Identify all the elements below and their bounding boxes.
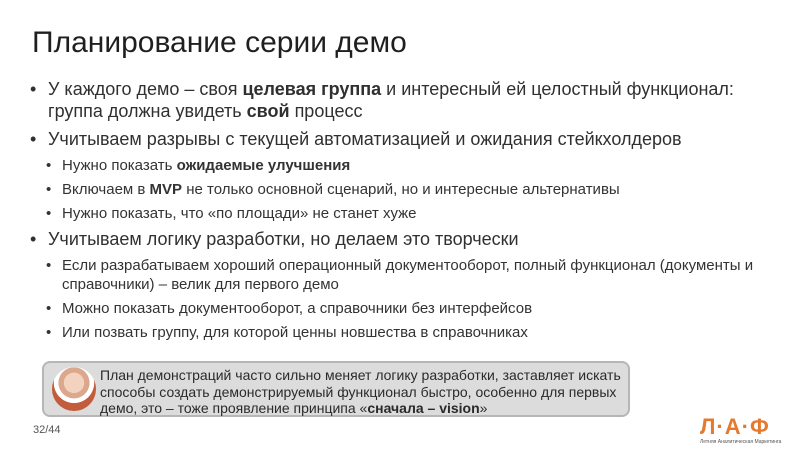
slide-title: Планирование серии демо [32, 26, 407, 59]
bullet-dot-icon: • [30, 129, 37, 149]
bullet-dev-logic: • Учитываем логику разработки, но делаем это творчески [30, 229, 519, 249]
sub-bullet-no-ui: • Можно показать документооборот, а справочники без интерфейсов [46, 300, 533, 317]
page-number: 32/44 [33, 424, 61, 436]
bullet-dot-icon: • [30, 229, 37, 249]
laf-logo [700, 415, 784, 445]
sub-bullet-mvp: • Включаем в MVP не только основной сценарий, но и интересные альтернативы [46, 181, 620, 198]
logo-mark: Л·А·Ф [700, 414, 770, 439]
logo-subtitle: Летняя Аналитическая Маркетинга [700, 439, 782, 445]
sub-bullet-improvements: • Нужно показать ожидаемые улучшения [46, 157, 351, 174]
bullet-target-group: • У каждого демо – своя целевая группа и интересный ей целостный функционал: группа должна увидеть свой процесс [30, 79, 734, 121]
sub-bullet-docflow: • Если разрабатываем хороший операционный документооборот, полный функционал (документы и справочники) – велик для первого демо [46, 257, 754, 293]
bullet-list [28, 78, 778, 347]
bullet-dot-icon: • [46, 205, 52, 222]
sub-bullet-area: • Нужно показать, что «по площади» не станет хуже [46, 205, 417, 222]
bullet-gaps: • Учитываем разрывы с текущей автоматизацией и ожидания стейкхолдеров [30, 129, 682, 149]
bullet-dot-icon: • [46, 300, 52, 317]
bullet-dot-icon: • [46, 324, 52, 341]
sub-bullet-group: • Или позвать группу, для которой ценны новшества в справочниках [46, 324, 528, 341]
bullet-dot-icon: • [46, 181, 52, 198]
avatar [52, 367, 96, 411]
bullet-dot-icon: • [30, 79, 37, 99]
bullet-dot-icon: • [46, 157, 52, 174]
bullet-dot-icon: • [46, 257, 52, 274]
callout-note [42, 361, 630, 417]
callout-text: План демонстраций часто сильно меняет логику разработки, заставляет искать способы создать демонстрируемый функционал быстро, особенно для первых демо, это – тоже проявление принципа «сначала – vision» [100, 367, 621, 416]
